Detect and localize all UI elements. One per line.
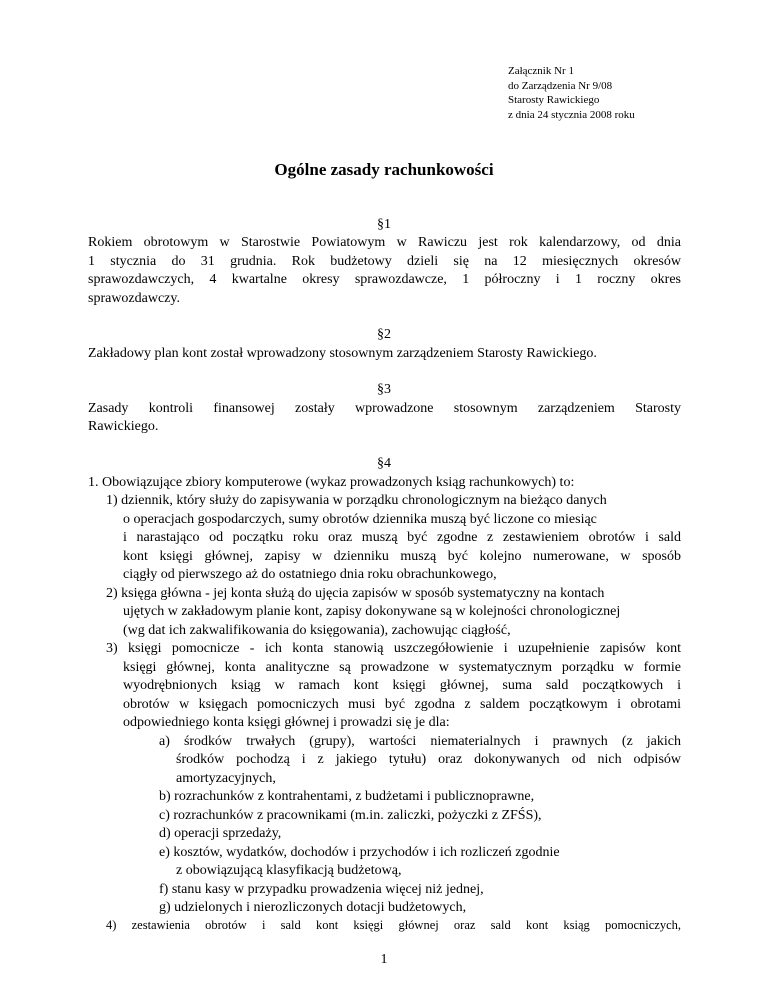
list-item-line: o operacjach gospodarczych, sumy obrotów dziennika muszą być liczone co miesiąc xyxy=(123,511,597,527)
list-item-line: (wg dat ich zakwalifikowania do księgowania), zachowując ciągłość, xyxy=(123,622,511,638)
list-item-line: księgi głównej, konta analityczne są prowadzone w systematycznym porządku w formie xyxy=(123,659,681,675)
section-4-heading: §4 xyxy=(377,456,391,471)
list-item-line: i narastająco od początku roku oraz muszą być zgodne z zestawieniem obrotów i sald xyxy=(123,530,681,545)
sublist-item-line: amortyzacyjnych, xyxy=(176,770,276,786)
list-item-line: 2) księga główna - jej konta służą do ujęcia zapisów w sposób systematyczny na kontach xyxy=(106,585,605,601)
list-item-line: 3) księgi pomocnicze - ich konta stanowią uszczegółowienie i uzupełnienie zapisów kont xyxy=(106,641,681,656)
attachment-header xyxy=(508,64,635,122)
attachment-line: z dnia 24 stycznia 2008 roku xyxy=(508,108,635,121)
text-line: sprawozdawczych, 4 kwartalne okresy sprawozdawcze, 1 półroczny i 1 roczny okres xyxy=(88,272,681,287)
attachment-line: Starosty Rawickiego xyxy=(508,94,600,106)
text-line: 1. Obowiązujące zbiory komputerowe (wykaz prowadzonych ksiąg rachunkowych) to: xyxy=(88,474,575,490)
text-line: 1 stycznia do 31 grudnia. Rok budżetowy dzieli się na 12 miesięcznych okresów xyxy=(88,253,681,269)
sublist-item-line: f) stanu kasy w przypadku prowadzenia więcej niż jednej, xyxy=(159,881,484,897)
sublist-item-line: c) rozrachunków z pracownikami (m.in. zaliczki, pożyczki z ZFŚS), xyxy=(159,807,542,823)
text-line: Zakładowy plan kont został wprowadzony stosownym zarządzeniem Starosty Rawickiego. xyxy=(88,345,597,361)
section-3-heading: §3 xyxy=(377,382,391,397)
text-line: Rawickiego. xyxy=(88,419,159,434)
text-line: Rokiem obrotowym w Starostwie Powiatowym w Rawiczu jest rok kalendarzowy, od dnia xyxy=(88,235,681,250)
sublist-item-line: d) operacji sprzedaży, xyxy=(159,826,282,841)
attachment-line: Załącznik Nr 1 xyxy=(508,65,574,77)
list-item-line: kont księgi głównej, zapisy w dzienniku muszą być kolejno numerowane, w sposób xyxy=(123,548,681,564)
list-item-line: ujętych w zakładowym planie kont, zapisy dokonywane są w kolejności chronologicznej xyxy=(123,604,621,619)
sublist-item-line: e) kosztów, wydatków, dochodów i przychodów i ich rozliczeń zgodnie xyxy=(159,844,560,860)
list-item-line: wyodrębnionych ksiąg w ramach kont księgi głównej, suma sald początkowych i xyxy=(123,678,681,693)
sublist-item-line: b) rozrachunków z kontrahentami, z budżetami i publicznoprawne, xyxy=(159,789,535,804)
document-title: Ogólne zasady rachunkowości xyxy=(274,160,494,179)
sublist-item-line: a) środków trwałych (grupy), wartości niematerialnych i prawnych (z jakich xyxy=(159,733,681,749)
list-item-line: 4) zestawienia obrotów i sald kont księgi głównej oraz sald kont ksiąg pomocniczych, xyxy=(106,917,681,932)
sublist-item-line: środków pochodzą i z jakiego tytułu) oraz dokonywanych od nich odpisów xyxy=(176,752,681,767)
section-1-heading: §1 xyxy=(377,217,391,232)
list-item-line: 1) dziennik, który służy do zapisywania w porządku chronologicznym na bieżąco danych xyxy=(106,493,607,508)
list-item-line: ciągły od pierwszego aż do ostatniego dnia roku obrachunkowego, xyxy=(123,567,497,582)
list-item-line: obrotów w księgach pomocniczych musi być zgodna z saldem początkowym i obrotami xyxy=(123,696,681,712)
section-2-heading: §2 xyxy=(377,327,391,342)
list-item-line: odpowiedniego konta księgi głównej i prowadzi się je dla: xyxy=(123,715,450,730)
sublist-item-line: z obowiązującą klasyfikacją budżetową, xyxy=(176,863,402,878)
text-line: sprawozdawczy. xyxy=(88,290,180,306)
page-number: 1 xyxy=(380,952,388,967)
attachment-line: do Zarządzenia Nr 9/08 xyxy=(508,79,613,92)
text-line: Zasady kontroli finansowej zostały wprowadzone stosownym zarządzeniem Starosty xyxy=(88,400,681,416)
sublist-item-line: g) udzielonych i nierozliczonych dotacji budżetowych, xyxy=(159,900,467,915)
